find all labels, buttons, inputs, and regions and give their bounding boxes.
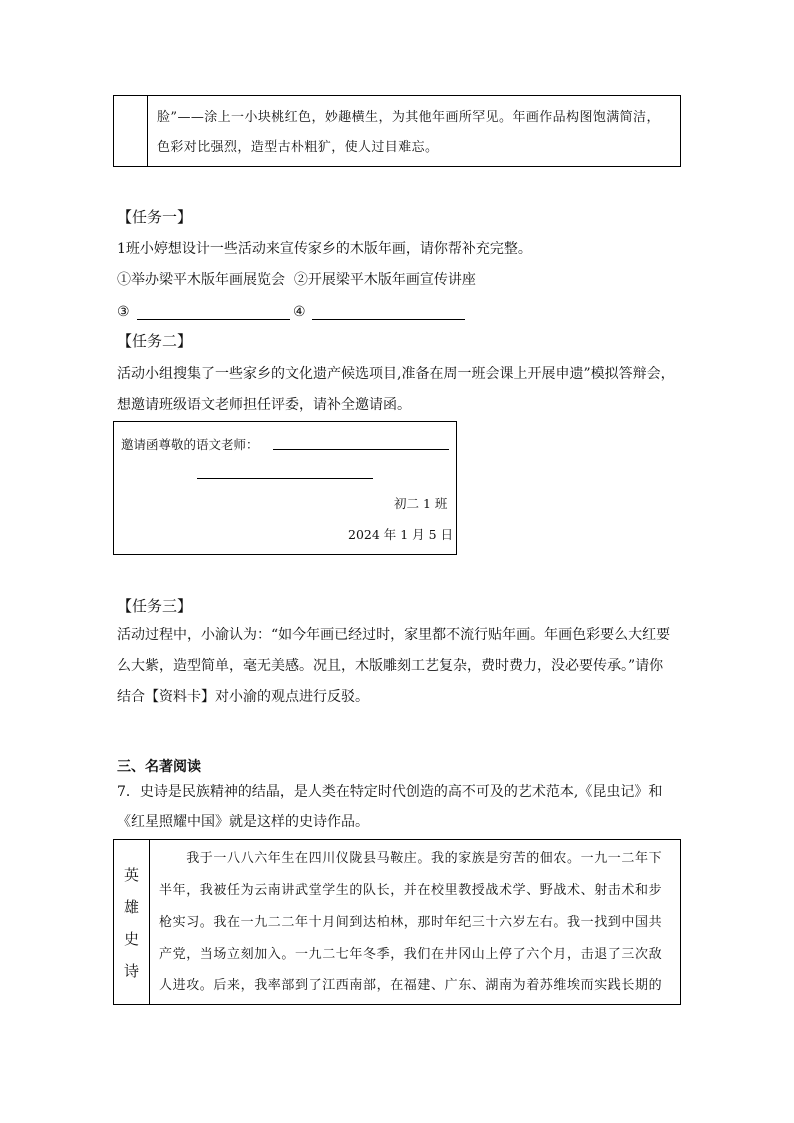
invite-salutation: 邀请函尊敬的语文老师： [121, 437, 259, 452]
table-text-line-2: 色彩对比强烈，造型古朴粗犷，使人过目难忘。 [157, 140, 439, 155]
task1-items: ①举办梁平木版年画展览会 ②开展梁平木版年画宣传讲座 [117, 272, 476, 288]
blank-3-label: ③ [117, 304, 130, 320]
task1-heading: 【任务一】 [117, 208, 193, 226]
task2-line-2: 想邀请班级语文老师担任评委，请补全邀请函。 [117, 397, 411, 413]
epic-line-3: 枪实习。我在一九二二年十月间到达柏林，那时年纪三十六岁左右。我一找到中国共 [159, 915, 663, 930]
epic-line-4: 产党，当场立刻加入。一九二七年冬季，我们在井冈山上停了六个月，击退了三次敌 [159, 947, 663, 962]
invite-date: 2024 年 1 月 5 日 [348, 527, 454, 542]
table-text-line-1: 脸”——涂上一小块桃红色，妙趣横生，为其他年画所罕见。年画作品构图饱满简洁， [157, 110, 660, 125]
continuation-table [113, 95, 681, 167]
q7-line-2: 《红星照耀中国》就是这样的史诗作品。 [117, 814, 369, 830]
epic-line-2: 半年，我被任为云南讲武堂学生的队长，并在校里教授战术学、野战术、射击术和步 [159, 883, 663, 898]
side-char-3: 史 [123, 930, 139, 948]
side-label-cell [114, 840, 150, 1004]
task1-prompt: 1班小婷想设计一些活动来宣传家乡的木版年画，请你帮补充完整。 [117, 241, 532, 257]
task3-line-1: 活动过程中，小渝认为：“如今年画已经过时，家里都不流行贴年画。年画色彩要么大红要 [117, 627, 671, 643]
q7-line-1: 7．史诗是民族精神的结晶，是人类在特定时代创造的高不可及的艺术范本,《昆虫记》和 [117, 784, 663, 800]
invitation-box [113, 421, 457, 555]
side-char-4: 诗 [123, 962, 139, 980]
task3-heading: 【任务三】 [117, 597, 193, 615]
invite-blank-1[interactable] [273, 449, 449, 450]
blank-3-field[interactable] [137, 319, 290, 320]
blank-4-field[interactable] [312, 319, 465, 320]
side-char-1: 英 [123, 866, 139, 884]
invite-signature: 初二 1 班 [394, 496, 448, 511]
epic-line-5: 人进攻。后来，我率部到了江西南部，在福建、广东、湖南为着苏维埃而实践长期的 [159, 978, 663, 993]
task3-line-2: 么大紫，造型简单，毫无美感。况且，木版雕刻工艺复杂，费时费力，没必要传承。”请你 [117, 658, 664, 674]
epic-line-1: 我于一八八六年生在四川仪陇县马鞍庄。我的家族是穷苦的佃农。一九一二年下 [159, 851, 663, 866]
side-char-2: 雄 [123, 898, 139, 916]
section3-heading: 三、名著阅读 [117, 759, 201, 775]
task2-heading: 【任务二】 [117, 332, 193, 350]
table-side-cell [114, 96, 148, 166]
task3-line-3: 结合【资料卡】对小渝的观点进行反驳。 [117, 689, 369, 705]
blank-4-label: ④ [293, 304, 306, 320]
hero-epic-table [113, 839, 681, 1005]
task2-line-1: 活动小组搜集了一些家乡的文化遗产候选项目,准备在周一班会课上开展申遗”模拟答辩会， [117, 366, 675, 382]
invite-blank-2[interactable] [197, 478, 373, 479]
